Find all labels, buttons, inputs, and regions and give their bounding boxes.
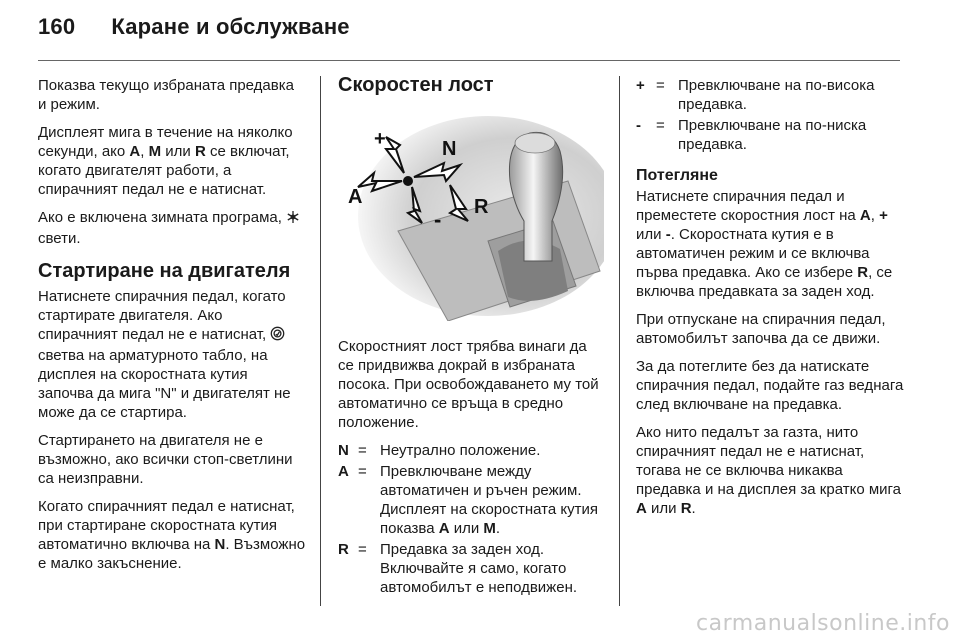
page-title: Каране и обслужване (111, 14, 350, 39)
paragraph-display-flash: Дисплеят мига в течение на няколко секунди, ако A, M или R се включат, когато двигателят работи, а спирачният педал не е натиснат. (38, 124, 293, 198)
gear-lever-illustration (338, 111, 604, 321)
page-header (38, 14, 350, 40)
paragraph-accelerate: За да потеглите без да натискате спирачния педал, подайте газ веднага след включване на предавка. (636, 358, 904, 413)
page-number: 160 (38, 14, 76, 39)
column-2 (338, 76, 604, 599)
snowflake-icon (286, 210, 300, 229)
paragraph-moving-off: Натиснете спирачния педал и преместете скоростния лост на A, + или -. Скоростната кутия е в автоматичен режим и се включва първа предавка. Ако се избере R, се включва предавката за заден ход. (636, 188, 893, 300)
figure-label-minus: - (434, 207, 442, 232)
paragraph-winter-program: Ако е включена зимната програма, свети. (38, 208, 306, 248)
paragraph-brake-press: Натиснете спирачния педал, когато стартирате двигателя. Ако спирачният педал не е натиснат, светва на арматурното табло, на дисплея на скоростната кутия започва да мига "N" и двигателят не може да се стартира. (38, 288, 291, 421)
knob-top (515, 133, 555, 153)
column-1 (38, 76, 306, 582)
brake-pedal-warning-icon (270, 326, 285, 346)
paragraph-release-brake: При отпускане на спирачния педал, автомобилът започва да се движи. (636, 311, 886, 347)
figure-label-plus: + (374, 128, 386, 150)
definition-n: N = Неутрално положение. (338, 442, 541, 459)
definition-r: R = Предавка за заден ход. Включвайте я само, когато автомобилът е неподвижен. (338, 541, 578, 596)
figure-label-a: A (348, 186, 363, 208)
column-divider-2 (619, 76, 620, 606)
definition-plus: + = Превключване на по-висока предавка. (636, 77, 875, 113)
lever-pivot-dot (403, 176, 413, 186)
header-rule (38, 60, 900, 61)
definition-minus: - = Превключване на по-ниска предавка. (636, 117, 867, 153)
paragraph-no-gear: Ако нито педалът за газта, нито спирачният педал не е натиснат, тогава не се включва никаква предавка и на дисплея за кратко мига A или R. (636, 424, 902, 517)
heading-engine-start: Стартиране на двигателя (38, 260, 291, 282)
paragraph-lever-usage: Скоростният лост трябва винаги да се придвижва докрай в избраната посока. При освобождаването му той автоматично се връща в средно положение. (338, 338, 599, 431)
watermark-text: carmanualsonline.info (696, 611, 950, 636)
definition-a: A = Превключване между автоматичен и ръчен режим. Дисплеят на скоростната кутия показва A или M. (338, 463, 598, 537)
paragraph-gear-display: Показва текущо избраната предавка и режим. (38, 77, 294, 113)
heading-moving-off: Потегляне (636, 167, 718, 184)
figure-label-n: N (442, 138, 457, 160)
figure-label-r: R (474, 196, 489, 218)
column-3 (636, 76, 906, 527)
paragraph-auto-neutral: Когато спирачният педал е натиснат, при стартиране скоростната кутия автоматично включва на N. Възможно е малко закъснение. (38, 498, 306, 572)
heading-gear-lever: Скоростен лост (338, 74, 494, 96)
paragraph-brake-lights: Стартирането на двигателя не е възможно, ако всички стоп-светлини са неизправни. (38, 432, 293, 487)
column-divider-1 (320, 76, 321, 606)
